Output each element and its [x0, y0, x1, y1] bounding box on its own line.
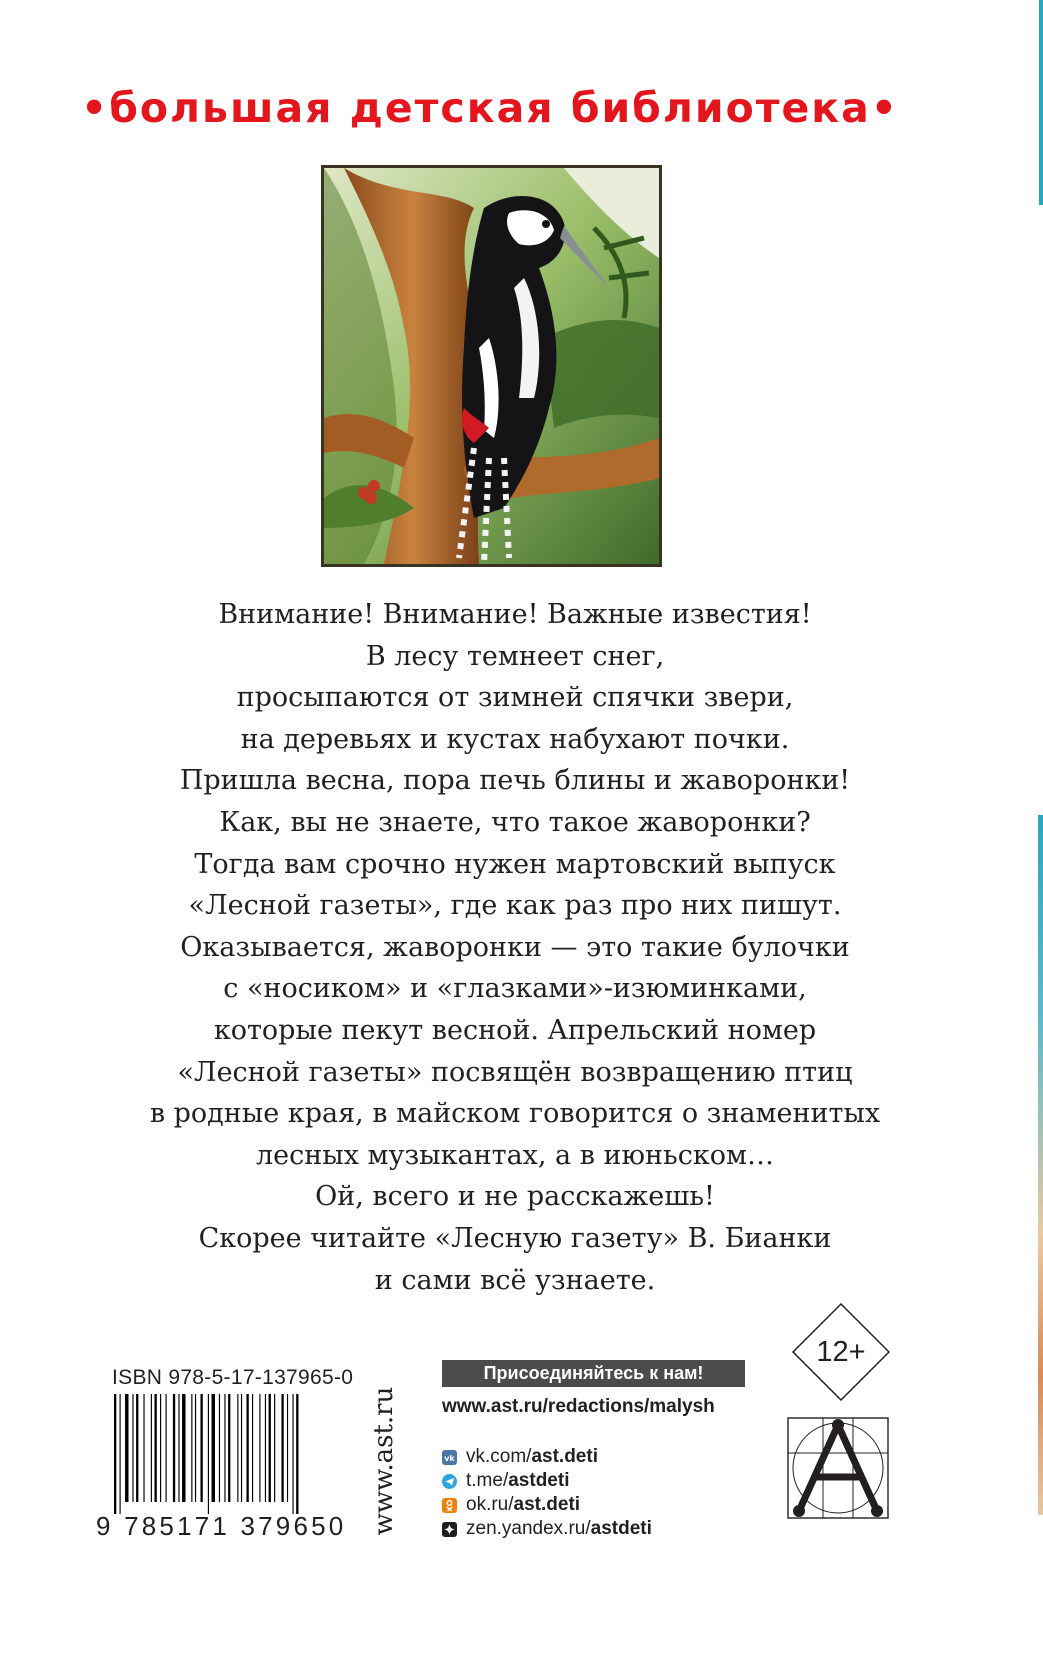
join-us-banner: Присоединяйтесь к нам! [442, 1360, 745, 1387]
publisher-site-link[interactable]: www.ast.ru/redactions/malysh [442, 1396, 715, 1417]
annotation-line: лесных музыкантах, а в июньском… [256, 1139, 774, 1171]
annotation-line: просыпаются от зимней спячки звери, [236, 682, 794, 714]
isbn-label: ISBN 978-5-17-137965-0 [112, 1366, 354, 1389]
odnoklassniki-icon [442, 1498, 457, 1513]
annotation-line: «Лесной газеты», где как раз про них пишут. [188, 890, 842, 922]
annotation-line: Тогда вам срочно нужен мартовский выпуск [194, 848, 836, 880]
annotation-line: с «носиком» и «глазками»-изюминками, [223, 973, 807, 1005]
annotation-line: Оказывается, жаворонки — это такие булочки [180, 931, 850, 963]
annotation-line: Ой, всего и не расскажешь! [315, 1181, 715, 1213]
publisher-logo-a-icon [785, 1415, 891, 1521]
annotation-line: Как, вы не знаете, что такое жаворонки? [219, 806, 811, 838]
age-rating-label: 12+ [816, 1336, 866, 1368]
barcode-digits: 9 785171 379650 [96, 1511, 347, 1541]
vk-icon [442, 1450, 457, 1465]
telegram-icon [442, 1474, 457, 1489]
annotation-line: Внимание! Внимание! Важные известия! [218, 599, 812, 630]
svg-text:vk: vk [444, 1453, 455, 1463]
annotation-line: В лесу темнеет снег, [365, 640, 665, 672]
zen-icon [442, 1522, 457, 1537]
annotation-text [100, 594, 930, 1301]
annotation-line: в родные края, в майском говорится о знаменитых [149, 1098, 881, 1130]
social-link-vk[interactable]: vk vk.com/ast.deti [442, 1445, 652, 1469]
cover-edge-strip-top [1039, 0, 1043, 205]
annotation-line: Скорее читайте «Лесную газету» В. Бианки [198, 1222, 832, 1254]
annotation-line: на деревьях и кустах набухают почки. [240, 723, 790, 755]
social-link-zen[interactable]: zen.yandex.ru/astdeti [442, 1517, 652, 1541]
annotation-line: «Лесной газеты» посвящён возвращению птиц [177, 1056, 853, 1088]
annotation-line: Пришла весна, пора печь блины и жаворонки! [179, 765, 851, 797]
publisher-site-vertical[interactable] [364, 1378, 404, 1543]
social-links [442, 1445, 652, 1541]
publisher-site-vertical-text: www.ast.ru [369, 1386, 399, 1535]
series-title: •большая детская библиотека• [80, 84, 900, 132]
social-link-telegram[interactable]: t.me/astdeti [442, 1469, 652, 1493]
annotation-line: и сами всё узнаете. [374, 1264, 656, 1296]
cover-edge-strip-bottom [1038, 815, 1043, 1515]
woodpecker-illustration [321, 165, 662, 567]
annotation-line: которые пекут весной. Апрельский номер [213, 1014, 817, 1046]
barcode [114, 1394, 336, 1514]
social-link-odnoklassniki[interactable]: ok.ru/ast.deti [442, 1493, 652, 1517]
